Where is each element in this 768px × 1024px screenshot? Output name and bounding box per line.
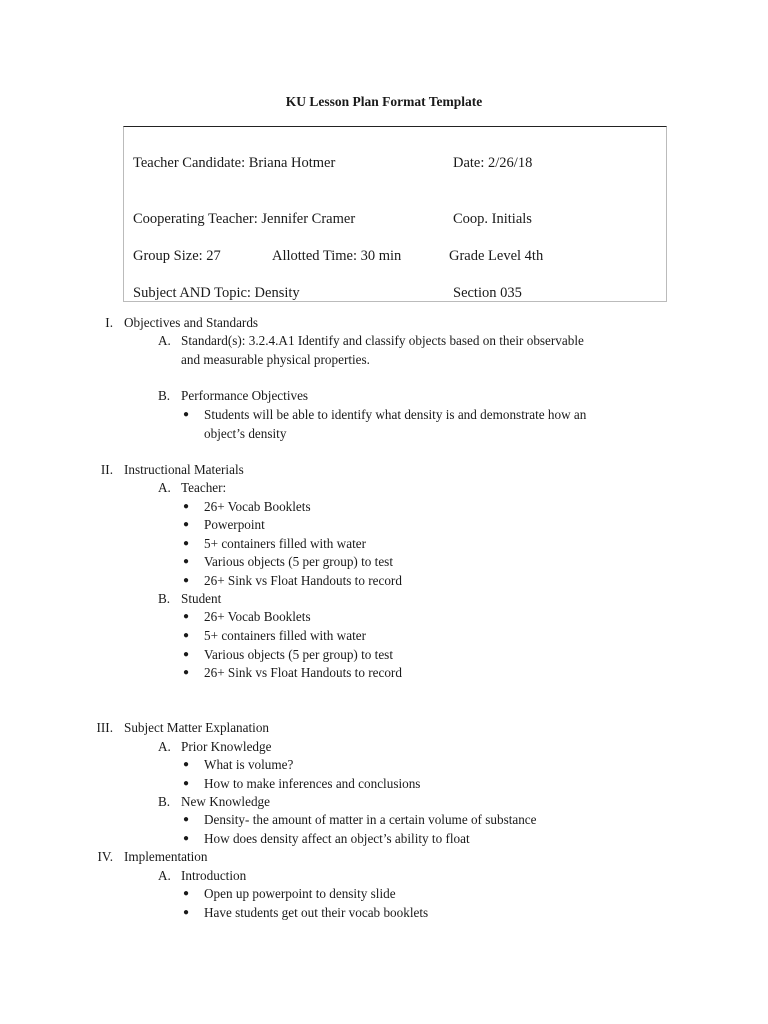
grade-level: Grade Level 4th — [449, 248, 544, 264]
list-item-text: Various objects (5 per group) to test — [204, 554, 393, 569]
bullet-icon: ● — [183, 501, 190, 512]
list-item-text: Students will be able to identify what density is and demonstrate how an — [204, 407, 587, 422]
list-item-text: Powerpoint — [204, 517, 265, 532]
subsection-heading: Performance Objectives — [181, 388, 309, 403]
subsection-letter: A. — [158, 333, 171, 348]
list-item-text: 26+ Vocab Booklets — [204, 499, 311, 514]
bullet-icon: ● — [183, 409, 190, 420]
section-numeral: I. — [105, 315, 113, 330]
bullet-icon: ● — [183, 556, 190, 567]
list-item-text: 26+ Sink vs Float Handouts to record — [204, 665, 402, 680]
bullet-icon: ● — [183, 538, 190, 549]
list-item-text: 26+ Vocab Booklets — [204, 609, 311, 624]
bullet-icon: ● — [183, 907, 190, 918]
list-item-text: How to make inferences and conclusions — [204, 776, 421, 791]
bullet-icon: ● — [183, 575, 190, 586]
list-item-text: How does density affect an object’s ability to float — [204, 831, 470, 846]
list-item-text-cont: object’s density — [204, 426, 287, 441]
document-title: KU Lesson Plan Format Template — [285, 94, 483, 109]
subsection-letter: B. — [158, 591, 171, 606]
list-item-text: Have students get out their vocab booklets — [204, 905, 429, 920]
list-item-text: 26+ Sink vs Float Handouts to record — [204, 573, 402, 588]
bullet-icon: ● — [183, 519, 190, 530]
date: Date: 2/26/18 — [453, 155, 533, 171]
bullet-icon: ● — [183, 888, 190, 899]
bullet-icon: ● — [183, 814, 190, 825]
list-item-text: 5+ containers filled with water — [204, 536, 366, 551]
list-item-text: Density- the amount of matter in a certain volume of substance — [204, 812, 537, 827]
lesson-header-table — [123, 126, 667, 302]
section-numeral: III. — [96, 720, 113, 735]
subsection-heading: Teacher: — [181, 480, 227, 495]
section-heading: Instructional Materials — [124, 462, 244, 477]
bullet-icon: ● — [183, 649, 190, 660]
subsection-letter: B. — [158, 388, 171, 403]
subsection-heading: Introduction — [181, 868, 247, 883]
list-item-text: Various objects (5 per group) to test — [204, 647, 393, 662]
list-item-text: Open up powerpoint to density slide — [204, 886, 396, 901]
section-heading: Implementation — [124, 849, 208, 864]
subsection-heading: New Knowledge — [181, 794, 270, 809]
teacher-candidate: Teacher Candidate: Briana Hotmer — [133, 155, 336, 171]
section-numeral: II. — [100, 462, 113, 477]
bullet-icon: ● — [183, 778, 190, 789]
standards-text-cont: and measurable physical properties. — [181, 352, 370, 367]
subsection-letter: A. — [158, 868, 171, 883]
subsection-heading: Student — [181, 591, 222, 606]
bullet-icon: ● — [183, 833, 190, 844]
section-heading: Objectives and Standards — [124, 315, 259, 330]
section-number: Section 035 — [453, 285, 522, 301]
subject-topic: Subject AND Topic: Density — [133, 285, 300, 301]
coop-initials: Coop. Initials — [453, 211, 532, 227]
bullet-icon: ● — [183, 667, 190, 678]
subsection-letter: B. — [158, 794, 171, 809]
bullet-icon: ● — [183, 759, 190, 770]
section-numeral: IV. — [97, 849, 113, 864]
group-size: Group Size: 27 — [133, 248, 221, 264]
bullet-icon: ● — [183, 611, 190, 622]
bullet-icon: ● — [183, 630, 190, 641]
list-item-text: What is volume? — [204, 757, 294, 772]
subsection-heading: Prior Knowledge — [181, 739, 272, 754]
section-heading: Subject Matter Explanation — [124, 720, 270, 735]
subsection-letter: A. — [158, 739, 171, 754]
cooperating-teacher: Cooperating Teacher: Jennifer Cramer — [133, 211, 356, 227]
allotted-time: Allotted Time: 30 min — [272, 248, 402, 264]
list-item-text: 5+ containers filled with water — [204, 628, 366, 643]
standards-text: Standard(s): 3.2.4.A1 Identify and classify objects based on their observable — [181, 333, 584, 348]
subsection-letter: A. — [158, 480, 171, 495]
